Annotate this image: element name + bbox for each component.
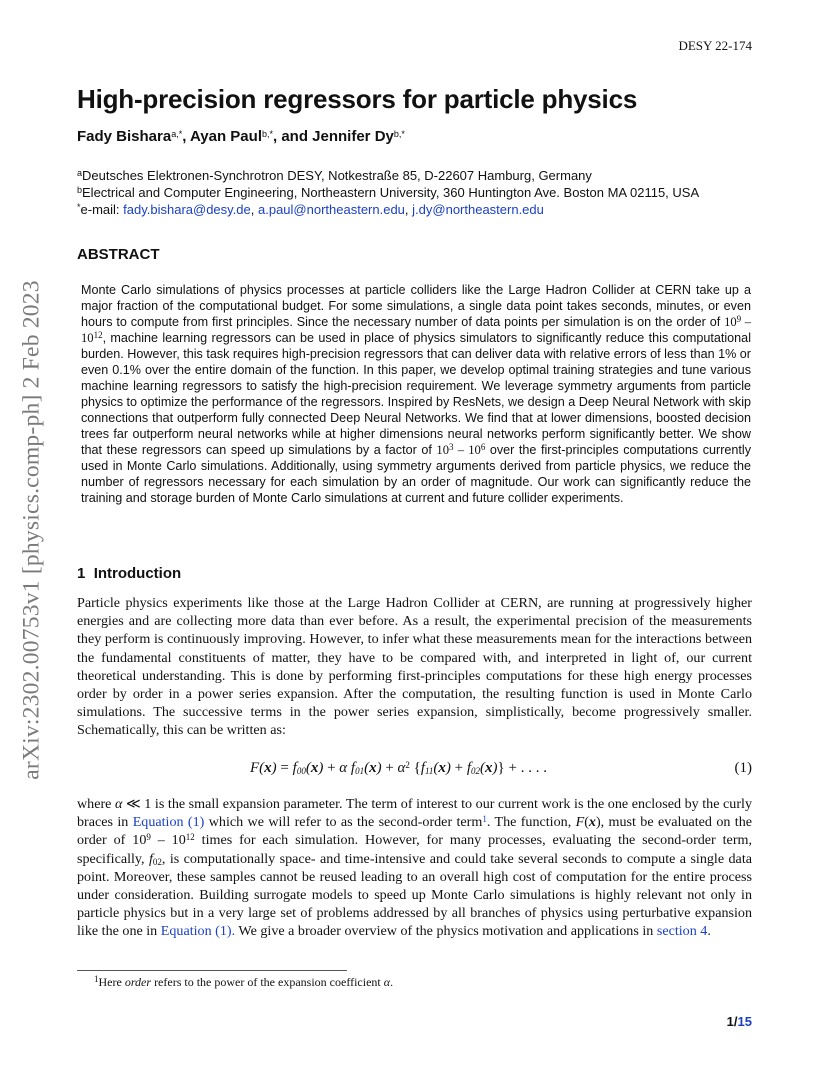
arxiv-identifier-stamp: arXiv:2302.00753v1 [physics.comp-ph] 2 Feb 2023 [18, 280, 45, 780]
report-number: DESY 22-174 [678, 38, 752, 53]
email-link[interactable]: j.dy@northeastern.edu [412, 202, 544, 217]
footnote-ref-link[interactable]: 1 [482, 814, 487, 825]
footnote: $^1$Here order refers to the power of the expansion coefficient α. [94, 974, 394, 989]
paper-title: High-precision regressors for particle physics [77, 84, 638, 114]
affiliation-a: $^a$Deutsches Elektronen-Synchrotron DESY, Notkestraße 85, D-22607 Hamburg, Germany [77, 168, 592, 183]
paragraph: where α ≪ 1 is the small expansion parameter. The term of interest to our current work is the one enclosed by the curly braces in Equation (1) which we will refer to as the second-order term$^1$. The function, F(x), must be evaluated on the order of $10^9 - 10^{12}$ times for each simulation. However, for many processes, evaluating the second-order term, specifically, $f_{02}$, is computationally space- and time-intensive and could take several seconds to compute a single data point. Moreover, these samples cannot be reused leading to an overall high cost of computation for the entire process under consideration. Building surrogate models to speed up Monte Carlo simulations is highly relevant not only in particle physics but in a very large set of problems addressed by all branches of physics using perturbative expansion like the one in Equation (1). We give a broader overview of the physics motivation and applications in section 4. [77, 796, 752, 940]
equation-number: (1) [734, 760, 752, 776]
author-name: Ayan Paul [190, 128, 262, 145]
author-list: Fady Bishara$^{a,*}$, Ayan Paul$^{b,*}$, and Jennifer $Dy^{b,*}$ [77, 128, 405, 145]
affiliation-b: $^b$Electrical and Computer Engineering, Northeastern University, 360 Huntington Ave. Boston MA 02115, USA [77, 185, 700, 200]
equation: $F(x) = f_{00}(x) + \alpha$ $f_{01}(x) + \alpha^2$ $\{f_{11}(x) + f_{02}(x)\}$ + . . . . [250, 760, 547, 776]
email-line: *e-mail: fady.bishara@desy.de, a.paul@northeastern.edu, j.dy@northeastern.edu [77, 202, 544, 217]
author-name: Fady Bishara [77, 128, 172, 145]
author-affil-mark: b,* [261, 129, 273, 139]
equation-ref-link[interactable]: Equation (1) [132, 814, 205, 831]
section-heading-introduction: 1 Introduction [77, 565, 182, 582]
footnote-divider [77, 970, 347, 971]
section-ref-link[interactable]: section 4 [656, 923, 708, 940]
email-link[interactable]: a.paul@northeastern.edu [258, 202, 405, 217]
affiliations [77, 167, 699, 218]
abstract-heading: ABSTRACT [77, 246, 160, 263]
email-link[interactable]: fady.bishara@desy.de [123, 202, 251, 217]
equation-ref-link[interactable]: Equation (1). [160, 923, 236, 940]
author-name: Jennifer Dy [312, 128, 394, 145]
abstract-body: Monte Carlo simulations of physics processes at particle colliders like the Large Hadron Collider at CERN take up a major fraction of the computational budget. For some simulations, a single data point takes seconds, minutes, or even hours to compute from first principles. Since the necessary number of data points per simulation is on the order of $10^9 - 10^{12}$, machine learning regressors can be used in place of physics simulators to significantly reduce this computational burden. However, this task requires high-precision regressors that can deliver data with relative errors of less than 1% or even 0.1% over the entire domain of the function. In this paper, we develop optimal training strategies and tune various machine learning regressors to satisfy the high-precision requirement. We leverage symmetry arguments from particle physics to optimize the performance of the regressors. Inspired by ResNets, we design a Deep Neural Network with skip connections that outperform fully connected Deep Neural Networks. We find that at lower dimensions, boosted decision trees far outperform neural networks while at higher dimensions neural networks perform significantly better. We show that these regressors can speed up simulations by a factor of $10^3 - 10^6$ over the first-principles computations currently used in Monte Carlo simulations. Additionally, using symmetry arguments derived from particle physics, we reduce the number of regressors necessary for each simulation by an order of magnitude. Our work can significantly reduce the training and storage burden of Monte Carlo simulations at current and future collider experiments. [81, 283, 751, 505]
page-number: 1/15 [726, 1014, 752, 1029]
author-affil-mark: a,* [171, 129, 183, 139]
author-affil-mark: b,* [393, 129, 405, 139]
paragraph: Particle physics experiments like those at the Large Hadron Collider at CERN, are running at progressively higher energies and are collecting more data than ever before. As a result, the experimental precision of the measurements they perform is continuously improving. However, to infer what these measurements mean for the interactions between the fundamental constituents of matter, they have to be compared with, and interpreted in light of, our current theoretical understanding. This is done by performing first-principles computations for these high energy processes order by order in a power series expansion. After the computation, the resulting function is used in Monte Carlo simulations. The successive terms in the power series expansion, simplistically, become progressively smaller. Schematically, this can be written as: [77, 595, 752, 739]
